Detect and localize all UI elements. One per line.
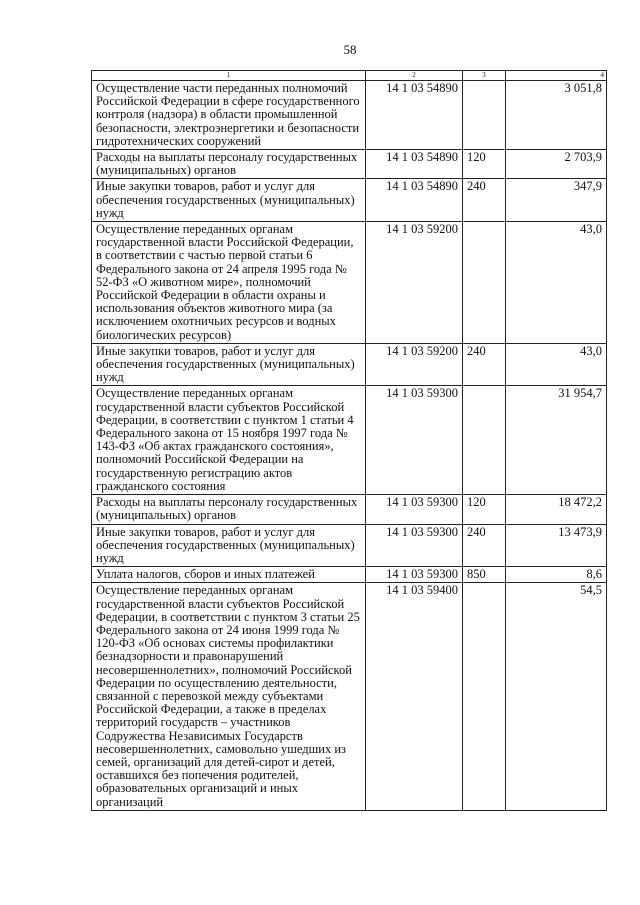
row-name: Расходы на выплаты персоналу государственных (муниципальных) органов: [92, 150, 366, 179]
table-row: [92, 567, 607, 583]
row-type: [463, 222, 506, 344]
table-row: [92, 150, 607, 179]
row-name: Осуществление переданных органам государственной власти субъектов Российской Федерации, в соответствии с пунктом 1 статьи 4 Федерального закона от 15 ноября 1997 года № 143-ФЗ «Об актах гражданского состояния», полномочий Российской Федерации на государственную регистрацию актов гражданского состояния: [92, 386, 366, 495]
row-name: Уплата налогов, сборов и иных платежей: [92, 567, 366, 583]
row-code: 14 1 03 54890: [366, 179, 463, 222]
column-header-3: 3: [463, 71, 506, 81]
row-type: 850: [463, 567, 506, 583]
table-row: [92, 81, 607, 150]
row-amount: 2 703,9: [506, 150, 607, 179]
row-code: 14 1 03 59300: [366, 495, 463, 524]
column-header-1: 1: [92, 71, 366, 81]
row-name: Осуществление переданных органам государственной власти субъектов Российской Федерации, в соответствии с пунктом 3 статьи 25 Федерального закона от 24 июня 1999 года № 120-ФЗ «Об основах системы профилактики безнадзорности и правонарушений несовершеннолетних», полномочий Российской Федерации по осуществлению деятельности, связанной с перевозкой между субъектами Российской Федерации, а также в пределах территорий государств – участников Содружества Независимых Государств несовершеннолетних, самовольно ушедших из семей, организаций для детей-сирот и детей, оставшихся без попечения родителей, образовательных организаций и иных организаций: [92, 583, 366, 810]
column-header-4: 4: [506, 71, 607, 81]
row-type: 240: [463, 179, 506, 222]
row-amount: 31 954,7: [506, 386, 607, 495]
row-type: [463, 386, 506, 495]
row-code: 14 1 03 59300: [366, 567, 463, 583]
table-row: [92, 343, 607, 386]
row-code: 14 1 03 59300: [366, 524, 463, 567]
row-code: 14 1 03 59200: [366, 222, 463, 344]
row-type: [463, 81, 506, 150]
row-type: 120: [463, 150, 506, 179]
row-name: Иные закупки товаров, работ и услуг для обеспечения государственных (муниципальных) нужд: [92, 524, 366, 567]
table-row: [92, 222, 607, 344]
table-row: [92, 495, 607, 524]
row-amount: 54,5: [506, 583, 607, 810]
row-amount: 8,6: [506, 567, 607, 583]
row-amount: 43,0: [506, 222, 607, 344]
row-amount: 347,9: [506, 179, 607, 222]
row-amount: 18 472,2: [506, 495, 607, 524]
row-type: 240: [463, 524, 506, 567]
row-code: 14 1 03 59200: [366, 343, 463, 386]
table-row: [92, 179, 607, 222]
row-name: Расходы на выплаты персоналу государственных (муниципальных) органов: [92, 495, 366, 524]
row-type: 240: [463, 343, 506, 386]
row-type: [463, 583, 506, 810]
row-type: 120: [463, 495, 506, 524]
row-name: Осуществление части переданных полномочий Российской Федерации в сфере государственного контроля (надзора) в области промышленной безопасности, электроэнергетики и безопасности гидротехнических сооружений: [92, 81, 366, 150]
row-code: 14 1 03 59300: [366, 386, 463, 495]
table-row: [92, 583, 607, 810]
row-code: 14 1 03 59400: [366, 583, 463, 810]
row-code: 14 1 03 54890: [366, 81, 463, 150]
column-header-2: 2: [366, 71, 463, 81]
row-name: Иные закупки товаров, работ и услуг для обеспечения государственных (муниципальных) нужд: [92, 179, 366, 222]
row-amount: 13 473,9: [506, 524, 607, 567]
table-row: [92, 386, 607, 495]
row-amount: 43,0: [506, 343, 607, 386]
row-name: Иные закупки товаров, работ и услуг для обеспечения государственных (муниципальных) нужд: [92, 343, 366, 386]
row-amount: 3 051,8: [506, 81, 607, 150]
page-number: 58: [343, 42, 357, 57]
row-name: Осуществление переданных органам государственной власти Российской Федерации, в соответствии с частью первой статьи 6 Федерального закона от 24 апреля 1995 года № 52-ФЗ «О животном мире», полномочий Российской Федерации в области охраны и использования объектов животного мира (за исключением охотничьих ресурсов и водных биологических ресурсов): [92, 222, 366, 344]
table-row: [92, 524, 607, 567]
header-row: [92, 71, 607, 81]
budget-table: [91, 70, 607, 811]
row-code: 14 1 03 54890: [366, 150, 463, 179]
